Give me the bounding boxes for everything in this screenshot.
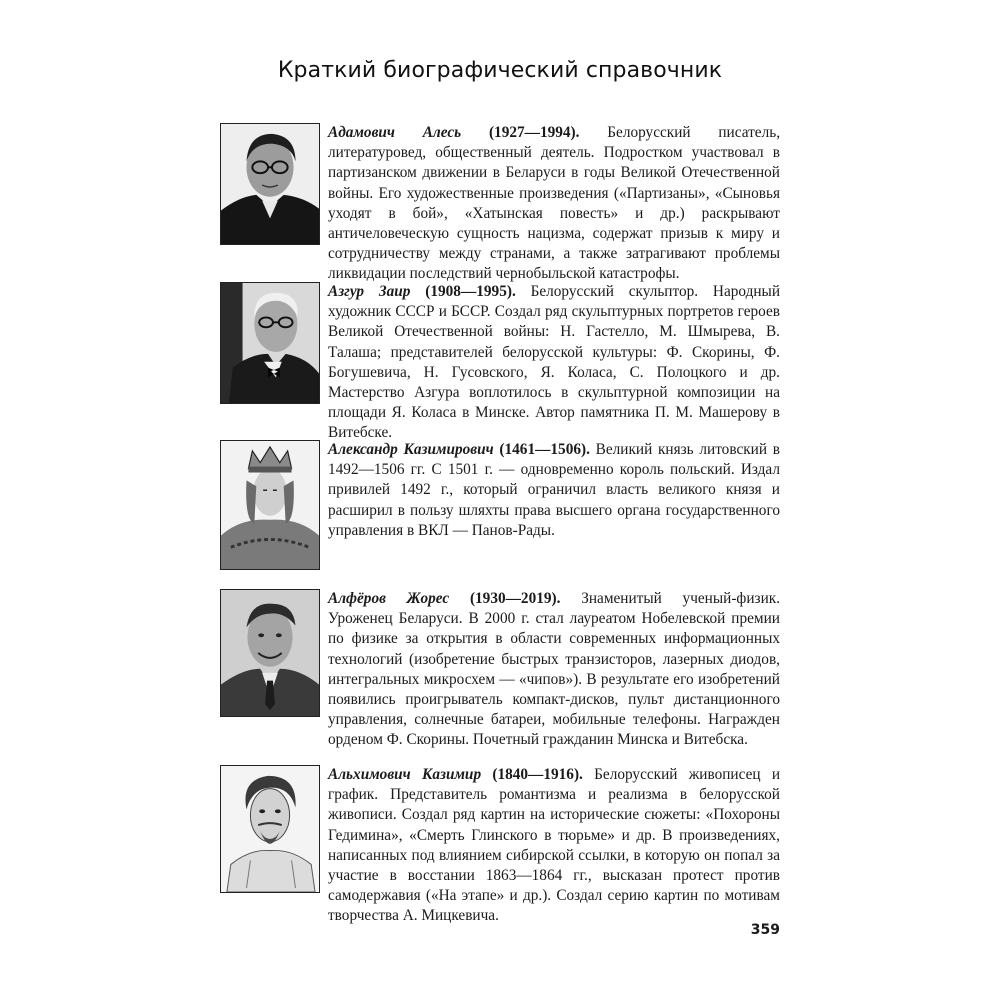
page-title: Краткий биографический справочник	[277, 58, 723, 83]
portrait-drawing	[220, 765, 320, 893]
bio-description: Белорусский скульптор. Народный художник СССР и БССР. Создал ряд скульптурных портретов героев Великой Отечественной войны: Н. Гастелло, М. Шмырева, В. Талаша; представителей белорусской культуры: Ф. Скорины, Ф. Богушевича, Н. Гусовского, Я. Коласа, С. Полоцкого и др. Мастерство Азгура воплотилось в скульптурной композиции на площади Я. Коласа в Минске. Автор памятника П. М. Машерову в Витебске.	[328, 283, 781, 442]
bio-text	[328, 440, 780, 541]
bio-description: Белорусский писатель, литературовед, общественный деятель. Подростком участвовал в партизанском движении в Беларуси в годы Великой Отечественной войны. Его художественные произведения («Партизаны», «Сыновья уходят в бой», «Хатынская повесть» и др.) раскрывают античеловеческую сущность нацизма, содержат призыв к миру и сотрудничеству между странами, а также затрагивают проблемы ликвидации последствий чернобыльской катастрофы.	[328, 124, 781, 283]
life-dates: (1461—1506).	[499, 441, 590, 458]
portrait-photo	[220, 123, 320, 245]
bio-text	[328, 282, 780, 444]
person-name: Альхимович Казимир	[328, 766, 482, 783]
portrait-photo	[220, 282, 320, 404]
life-dates: (1930—2019).	[469, 590, 561, 607]
life-dates: (1840—1916).	[492, 766, 583, 783]
person-name: Александр Казимирович	[328, 441, 494, 458]
person-name: Азгур Заир	[328, 283, 411, 300]
portrait-engraving	[220, 440, 320, 570]
life-dates: (1908—1995).	[425, 283, 516, 300]
bio-description: Великий князь литовский в 1492—1506 гг. С 1501 г. — одновременно король польский. Издал привилей 1492 г., который ограничил власть великого князя и расширил в пользу шляхты права высшего органа государственного управления в ВКЛ — Панов-Рады.	[328, 441, 781, 539]
person-name: Адамович Алесь	[328, 124, 462, 141]
bio-text	[328, 765, 780, 927]
portrait-photo	[220, 589, 320, 717]
bio-text	[328, 123, 780, 285]
bio-text	[328, 589, 780, 751]
person-name: Алфёров Жорес	[328, 590, 450, 607]
bio-description: Знаменитый ученый-физик. Уроженец Беларуси. В 2000 г. стал лауреатом Нобелевской премии по физике за открытия в области современных информационных технологий (изобретение быстрых транзисторов, лазерных диодов, интегральных микросхем — «чипов»). В результате его изобретений появились проигрыватель компакт-дисков, пульт дистанционного управления, солнечные батареи, мобильные телефоны. Награжден орденом Ф. Скорины. Почетный гражданин Минска и Витебска.	[328, 590, 781, 749]
bio-description: Белорусский живописец и график. Представитель романтизма и реализма в белорусской живописи. Создал ряд картин на исторические сюжеты: «Похороны Гедимина», «Смерть Глинского в тюрьме» и др. В произведениях, написанных под влиянием сибирской ссылки, в которую он попал за участие в восстании 1863—1864 гг., высказан протест против самодержавия («На этапе» и др.). Создал серию картин по мотивам творчества А. Мицкевича.	[328, 766, 781, 925]
life-dates: (1927—1994).	[488, 124, 580, 141]
page-number: 359	[750, 922, 780, 938]
